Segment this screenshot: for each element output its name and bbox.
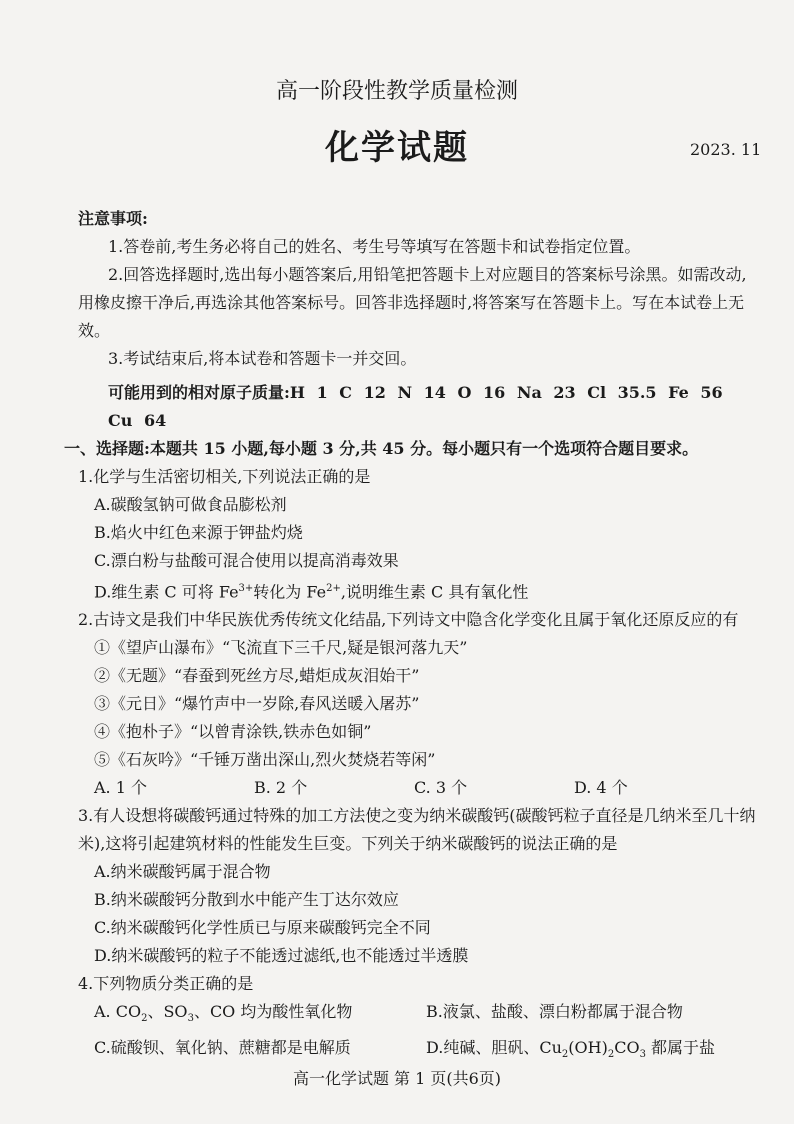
option-d xyxy=(426,1034,758,1069)
option-d-text: ,说明维生素 C 具有氧化性 xyxy=(340,582,529,602)
subscript: 2 xyxy=(561,1048,569,1060)
options-row xyxy=(78,774,758,802)
poem-1: ①《望庐山瀑布》“飞流直下三千尺,疑是银河落九天” xyxy=(94,638,468,658)
question-2 xyxy=(78,606,758,802)
notice-item-2: 2.回答选择题时,选出每小题答案后,用铅笔把答题卡上对应题目的答案标号涂黑。如需改动,用橡皮擦干净后,再选涂其他答案标号。回答非选择题时,将答案写在答题卡上。写在本试卷上无效。 xyxy=(78,265,747,340)
subscript: 2 xyxy=(607,1048,615,1060)
poem-5: ⑤《石灰吟》“千锤万凿出深山,烈火焚烧若等闲” xyxy=(94,750,436,770)
option-c: C. 3 个 xyxy=(414,778,468,798)
options-row xyxy=(78,1034,758,1069)
option-a xyxy=(94,998,426,1033)
option-c: C.漂白粉与盐酸可混合使用以提高消毒效果 xyxy=(94,551,399,570)
option-d-text: 都属于盐 xyxy=(645,1037,716,1057)
option-c: C.硫酸钡、氧化钠、蔗糖都是电解质 xyxy=(94,1037,351,1057)
exam-body xyxy=(64,205,758,1069)
option-b: B. 2 个 xyxy=(254,778,308,798)
option-d xyxy=(78,575,758,606)
option-c: C.纳米碳酸钙化学性质已与原来碳酸钙完全不同 xyxy=(94,918,431,938)
poem-2: ②《无题》“春蚕到死丝方尽,蜡炬成灰泪始干” xyxy=(94,666,420,686)
question-3 xyxy=(78,802,758,970)
question-stem: 2.古诗文是我们中华民族优秀传统文化结晶,下列诗文中隐含化学变化且属于氧化还原反应的有 xyxy=(78,610,739,630)
section-heading: 一、选择题:本题共 15 小题,每小题 3 分,共 45 分。每小题只有一个选项符合题目要求。 xyxy=(64,439,699,458)
subscript: 3 xyxy=(187,1013,194,1025)
option-b: B.液氯、盐酸、漂白粉都属于混合物 xyxy=(426,1002,683,1022)
option-a-text: 、SO xyxy=(147,1002,188,1022)
notice-item-1: 1.答卷前,考生务必将自己的姓名、考生号等填写在答题卡和试卷指定位置。 xyxy=(108,237,641,256)
charge-fe3: 3+ xyxy=(238,583,254,594)
option-d-text: D.维生素 C 可将 Fe xyxy=(94,582,239,602)
option-d-text: 转化为 Fe xyxy=(253,582,327,602)
question-1 xyxy=(78,463,758,606)
poem-3: ③《元日》“爆竹声中一岁除,春风送暖入屠苏” xyxy=(94,694,420,714)
option-d: D.纳米碳酸钙的粒子不能透过滤纸,也不能透过半透膜 xyxy=(94,946,469,966)
subscript: 2 xyxy=(141,1013,148,1025)
question-4 xyxy=(78,970,758,1068)
question-stem: 4.下列物质分类正确的是 xyxy=(78,974,254,994)
page-title: 化学试题 xyxy=(325,128,469,168)
option-a: A.碳酸氢钠可做食品膨松剂 xyxy=(94,495,287,514)
page-footer: 高一化学试题 第 1 页(共6页) xyxy=(292,1069,502,1088)
notice-label: 注意事项: xyxy=(78,209,148,228)
option-a: A. 1 个 xyxy=(94,778,147,798)
option-a-text: A. CO xyxy=(94,1002,142,1022)
option-a: A.纳米碳酸钙属于混合物 xyxy=(94,862,271,882)
exam-name: 高一阶段性教学质量检测 xyxy=(275,79,518,104)
atomic-masses: 可能用到的相对原子质量:H 1 C 12 N 14 O 16 Na 23 Cl 35.5 Fe 56 Cu 64 xyxy=(108,383,723,430)
option-d-text: (OH) xyxy=(568,1037,608,1057)
option-d-text: D.纯碱、胆矾、Cu xyxy=(426,1037,562,1057)
exam-date: 2023. 11 xyxy=(690,140,762,159)
options-row xyxy=(78,998,758,1033)
charge-fe2: 2+ xyxy=(326,583,341,594)
option-d-text: CO xyxy=(614,1037,640,1057)
poem-4: ④《抱朴子》“以曾青涂铁,铁赤色如铜” xyxy=(94,722,372,742)
notice-item-3: 3.考试结束后,将本试卷和答题卡一并交回。 xyxy=(108,349,417,368)
question-stem: 3.有人设想将碳酸钙通过特殊的加工方法使之变为纳米碳酸钙(碳酸钙粒子直径是几纳米至几十纳米),这将引起建筑材料的性能发生巨变。下列关于纳米碳酸钙的说法正确的是 xyxy=(78,806,756,854)
option-b: B.纳米碳酸钙分散到水中能产生丁达尔效应 xyxy=(94,890,399,910)
option-d: D. 4 个 xyxy=(574,778,628,798)
subscript: 3 xyxy=(639,1048,646,1060)
option-b: B.焰火中红色来源于钾盐灼烧 xyxy=(94,523,303,542)
question-stem: 1.化学与生活密切相关,下列说法正确的是 xyxy=(78,467,371,486)
option-a-text: 、CO 均为酸性氧化物 xyxy=(193,1002,353,1022)
